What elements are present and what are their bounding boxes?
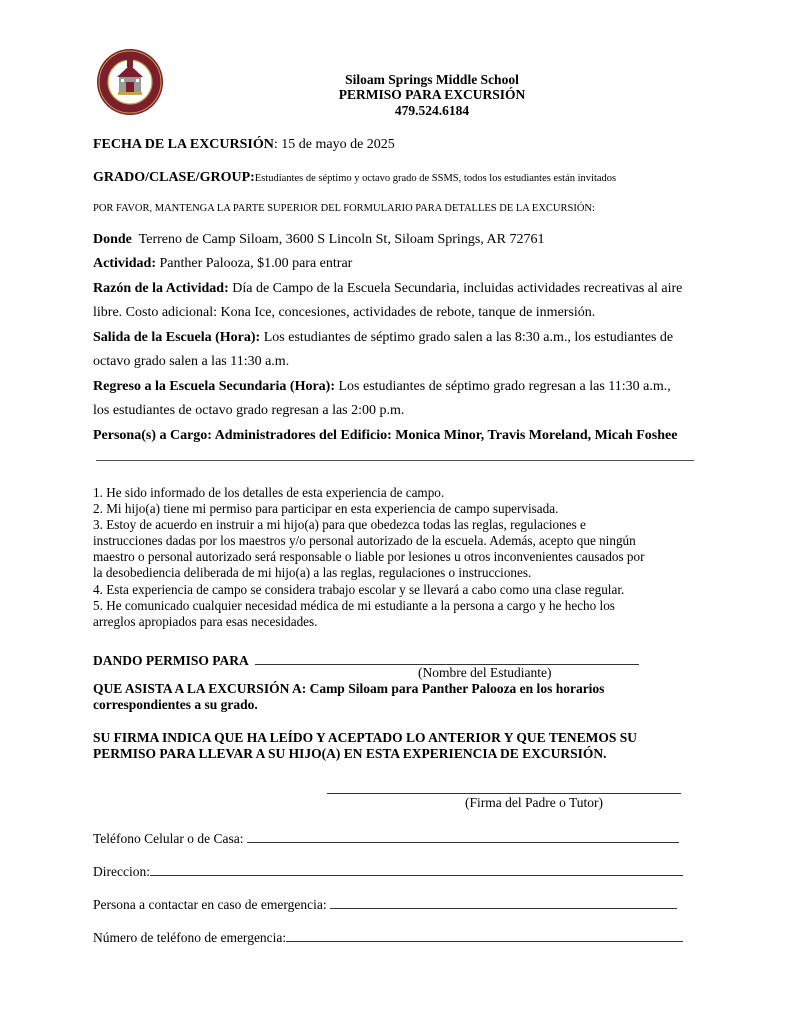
where-value: Terreno de Camp Siloam, 3600 S Lincoln St, Siloam Springs, AR 72761: [138, 232, 545, 247]
school-phone: 479.524.6184: [394, 103, 470, 118]
phone-row: [93, 829, 679, 847]
grade-value: Estudiantes de séptimo y octavo grado de SSMS, todos los estudiantes están invitados: [254, 173, 617, 184]
divider: [96, 460, 694, 461]
reason-line-1: Razón de la Actividad: Día de Campo de la Escuela Secundaria, incluidas actividades recreativas al aire: [93, 281, 683, 296]
address-row: [93, 862, 683, 880]
student-name-caption: (Nombre del Estudiante): [418, 665, 552, 680]
list-item: 1. He sido informado de los detalles de esta experiencia de campo.: [93, 485, 445, 500]
depart-label: Salida de la Escuela (Hora):: [93, 330, 261, 345]
return-line-2: los estudiantes de octavo grado regresan a las 2:00 p.m.: [93, 403, 405, 418]
list-item: 4. Esta experiencia de campo se considera trabajo escolar y se llevará a cabo como una clase regular.: [93, 581, 625, 597]
emergency-contact-row: [93, 895, 677, 913]
return-label: Regreso a la Escuela Secundaria (Hora):: [93, 379, 335, 394]
where-label: Donde: [93, 232, 132, 247]
grade-label: GRADO/CLASE/GROUP:: [93, 170, 255, 185]
trip-date-label: FECHA DE LA EXCURSIÓN: [93, 137, 274, 152]
list-item: 2. Mi hijo(a) tiene mi permiso para participar en esta experiencia de campo supervisada.: [93, 501, 559, 517]
giving-permission-line: [93, 651, 639, 669]
phone-field[interactable]: [247, 829, 679, 843]
emergency-phone-label: Número de teléfono de emergencia:: [93, 930, 287, 945]
list-item: 5. He comunicado cualquier necesidad médica de mi estudiante a la persona a cargo y he hecho los: [93, 597, 615, 613]
where-line: [93, 232, 544, 248]
school-name: Siloam Springs Middle School: [345, 72, 519, 87]
activity-line: [93, 256, 352, 272]
trip-date: [93, 137, 395, 153]
emergency-contact-label: Persona a contactar en caso de emergencia:: [93, 897, 327, 912]
signature-caption: (Firma del Padre o Tutor): [465, 795, 603, 810]
emergency-contact-field[interactable]: [330, 895, 677, 909]
grade-line: [93, 170, 616, 186]
notice-text: POR FAVOR, MANTENGA LA PARTE SUPERIOR DEL FORMULARIO PARA DETALLES DE LA EXCURSIÓN:: [93, 203, 595, 214]
agreement-list: [93, 485, 703, 630]
form-title: PERMISO PARA EXCURSIÓN: [338, 87, 526, 102]
return-line-1: Regreso a la Escuela Secundaria (Hora): Los estudiantes de séptimo grado regresan a las 11:30 a.m.,: [93, 379, 671, 394]
address-label: Direccion:: [93, 864, 150, 879]
list-item: la desobediencia deliberada de mi hijo(a) a las reglas, regulaciones o instrucciones.: [93, 565, 532, 581]
in-charge-line: Persona(s) a Cargo: Administradores del Edificio: Monica Minor, Travis Moreland, Micah Foshee: [93, 428, 678, 443]
student-name-field[interactable]: [255, 651, 639, 665]
depart-line-1: Salida de la Escuela (Hora): Los estudiantes de séptimo grado salen a las 8:30 a.m., los estudiantes de: [93, 330, 674, 345]
emergency-phone-row: [93, 928, 683, 946]
emergency-phone-field[interactable]: [286, 928, 683, 942]
activity-value: Panther Palooza, $1.00 para entrar: [159, 256, 353, 271]
signature-statement: SU FIRMA INDICA QUE HA LEÍDO Y ACEPTADO LO ANTERIOR Y QUE TENEMOS SU PERMISO PARA LLEVAR A SU HIJO(A) EN ESTA EXPERIENCIA DE EXCURSIÓN.: [93, 730, 637, 761]
reason-label: Razón de la Actividad:: [93, 281, 229, 296]
attend-text: QUE ASISTA A LA EXCURSIÓN A: Camp Siloam para Panther Palooza en los horarios correspondientes a su grado.: [93, 681, 605, 712]
signature-field[interactable]: [327, 793, 681, 794]
giving-permission-label: DANDO PERMISO PARA: [93, 653, 248, 668]
list-item: maestro o personal autorizado será responsable o liable por lesiones u otros inconvenientes causados por: [93, 549, 645, 565]
address-field[interactable]: [150, 862, 683, 876]
trip-date-value: : 15 de mayo de 2025: [273, 137, 395, 152]
activity-label: Actividad:: [93, 256, 156, 271]
phone-label: Teléfono Celular o de Casa:: [93, 831, 244, 846]
list-item: 3. Estoy de acuerdo en instruir a mi hijo(a) para que obedezca todas las reglas, regulaciones e: [93, 517, 586, 533]
list-item: instrucciones dadas por los maestros y/o personal autorizado de la escuela. Además, acepto que ningún: [93, 533, 636, 549]
reason-line-2: libre. Costo adicional: Kona Ice, concesiones, actividades de rebote, tanque de inmersión.: [93, 305, 596, 320]
list-item: arreglos apropiados para esas necesidades.: [93, 613, 318, 629]
depart-line-2: octavo grado salen a las 11:30 a.m.: [93, 354, 290, 369]
